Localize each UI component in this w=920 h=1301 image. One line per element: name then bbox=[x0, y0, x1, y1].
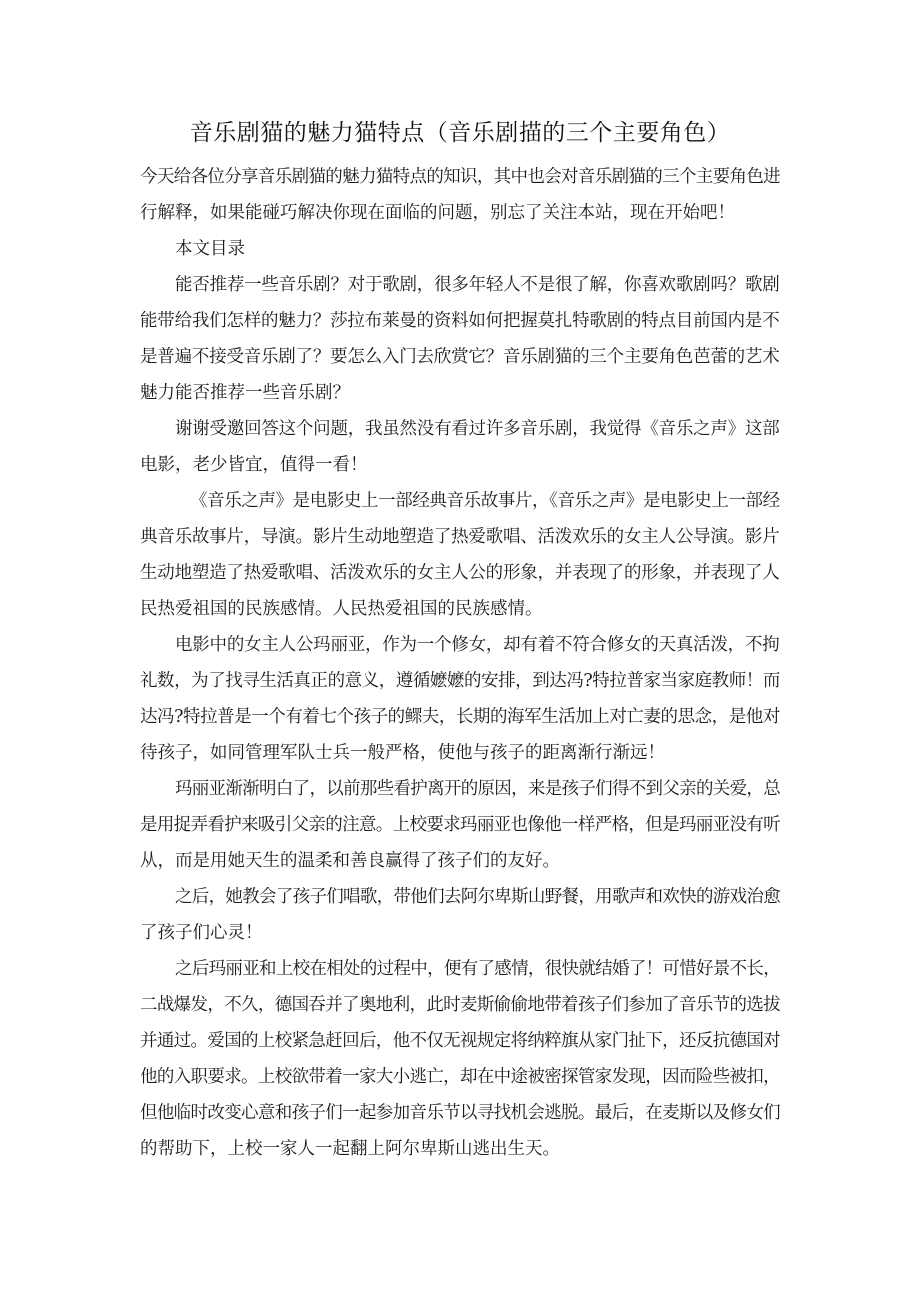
text-line: 谢谢受邀回答这个问题，我虽然没有看过许多音乐剧，我觉得《音乐之声》这部 bbox=[175, 419, 780, 439]
text-line: 但他临时改变心意和孩子们一起参加音乐节以寻找机会逃脱。最后，在麦斯以及修女们 bbox=[140, 1103, 780, 1123]
text-line: 礼数，为了找寻生活真正的意义，遵循嬷嬷的安排，到达冯?特拉普家当家庭教师！而 bbox=[140, 671, 780, 691]
text-line: 待孩子，如同管理军队士兵一般严格，使他与孩子的距离渐行渐远！ bbox=[140, 743, 665, 763]
text-line: 是普遍不接受音乐剧了？要怎么入门去欣赏它？音乐剧猫的三个主要角色芭蕾的艺术 bbox=[140, 347, 780, 367]
text-line: 行解释，如果能碰巧解决你现在面临的问题，别忘了关注本站，现在开始吧！ bbox=[140, 203, 735, 223]
text-line: 从，而是用她天生的温柔和善良赢得了孩子们的友好。 bbox=[140, 851, 560, 871]
text-line: 《音乐之声》是电影史上一部经典音乐故事片，《音乐之声》是电影史上一部经 bbox=[190, 491, 780, 511]
text-line: 典音乐故事片，导演。影片生动地塑造了热爱歌唱、活泼欢乐的女主人公导演。影片 bbox=[140, 527, 780, 547]
text-line: 玛丽亚渐渐明白了，以前那些看护离开的原因，来是孩子们得不到父亲的关爱，总 bbox=[175, 779, 780, 799]
text-line: 能带给我们怎样的魅力？莎拉布莱曼的资料如何把握莫扎特歌剧的特点目前国内是不 bbox=[140, 311, 780, 331]
text-line: 电影中的女主人公玛丽亚，作为一个修女，却有着不符合修女的天真活泼，不拘 bbox=[175, 635, 780, 655]
text-line: 电影，老少皆宜，值得一看！ bbox=[140, 455, 368, 475]
text-line: 魅力能否推荐一些音乐剧？ bbox=[140, 383, 350, 403]
text-line: 民热爱祖国的民族感情。人民热爱祖国的民族感情。 bbox=[140, 599, 543, 619]
document-title: 音乐剧猫的魅力猫特点（音乐剧描的三个主要角色） bbox=[189, 120, 731, 146]
text-line: 能否推荐一些音乐剧？对于歌剧，很多年轻人不是很了解，你喜欢歌剧吗？歌剧 bbox=[175, 275, 780, 295]
text-line: 并通过。爱国的上校紧急赶回后，他不仅无视规定将纳粹旗从家门扯下，还反抗德国对 bbox=[140, 1031, 780, 1051]
text-line: 本文目录 bbox=[175, 239, 245, 259]
text-line: 之后玛丽亚和上校在相处的过程中，便有了感情，很快就结婚了！可惜好景不长， bbox=[175, 959, 780, 979]
text-line: 的帮助下，上校一家人一起翻上阿尔卑斯山逃出生天。 bbox=[140, 1139, 560, 1159]
text-line: 了孩子们心灵！ bbox=[140, 923, 263, 943]
text-line: 他的入职要求。上校欲带着一家大小逃亡，却在中途被密探管家发现，因而险些被扣， bbox=[140, 1067, 780, 1087]
text-line: 达冯?特拉普是一个有着七个孩子的鳏夫，长期的海军生活加上对亡妻的思念，是他对 bbox=[140, 707, 780, 727]
text-line: 今天给各位分享音乐剧猫的魅力猫特点的知识，其中也会对音乐剧猫的三个主要角色进 bbox=[140, 167, 780, 187]
text-line: 之后，她教会了孩子们唱歌，带他们去阿尔卑斯山野餐，用歌声和欢快的游戏治愈 bbox=[175, 887, 780, 907]
text-line: 生动地塑造了热爱歌唱、活泼欢乐的女主人公的形象，并表现了的形象，并表现了人 bbox=[140, 563, 780, 583]
text-line: 是用捉弄看护来吸引父亲的注意。上校要求玛丽亚也像他一样严格，但是玛丽亚没有听 bbox=[140, 815, 780, 835]
text-line: 二战爆发，不久，德国吞并了奥地利，此时麦斯偷偷地带着孩子们参加了音乐节的选拔 bbox=[140, 995, 780, 1015]
